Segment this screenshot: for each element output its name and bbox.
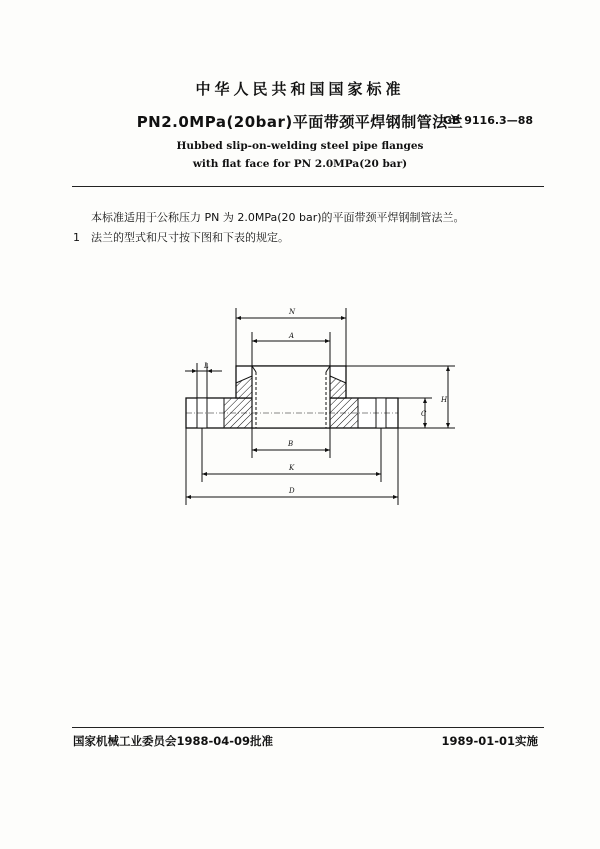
standard-title-en-line2: with flat face for PN 2.0MPa(20 bar) <box>192 158 408 170</box>
dim-label-K: K <box>289 464 295 472</box>
right-section-hatch <box>330 376 358 428</box>
scope-paragraph: 本标准适用于公称压力 PN 为 2.0MPa(20 bar)的平面带颈平焊钢制管法兰。 <box>91 211 465 224</box>
clause-text: 法兰的型式和尺寸按下图和下表的规定。 <box>91 231 289 244</box>
clause-number: 1 <box>73 231 80 244</box>
standard-title-cn: PN2.0MPa(20bar)平面带颈平焊钢制管法兰 <box>136 113 464 131</box>
left-section-hatch <box>224 376 252 428</box>
publisher-header: 中华人民共和国国家标准 <box>195 80 405 98</box>
footer-divider <box>72 727 544 728</box>
dim-label-A: A <box>289 332 295 340</box>
dim-label-C: C <box>421 410 427 418</box>
dim-label-D: D <box>289 487 295 495</box>
dim-label-H: H <box>441 396 448 404</box>
implementation-date: 1989-01-01实施 <box>441 734 538 748</box>
standard-title-en-line1: Hubbed slip-on-welding steel pipe flanges <box>176 140 424 152</box>
dim-label-B: B <box>288 440 294 448</box>
dim-label-N: N <box>289 308 296 316</box>
approval-line: 国家机械工业委员会1988-04-09批准 <box>73 734 274 748</box>
dim-label-L: L <box>204 362 209 370</box>
standard-number: GB 9116.3—88 <box>443 114 533 127</box>
